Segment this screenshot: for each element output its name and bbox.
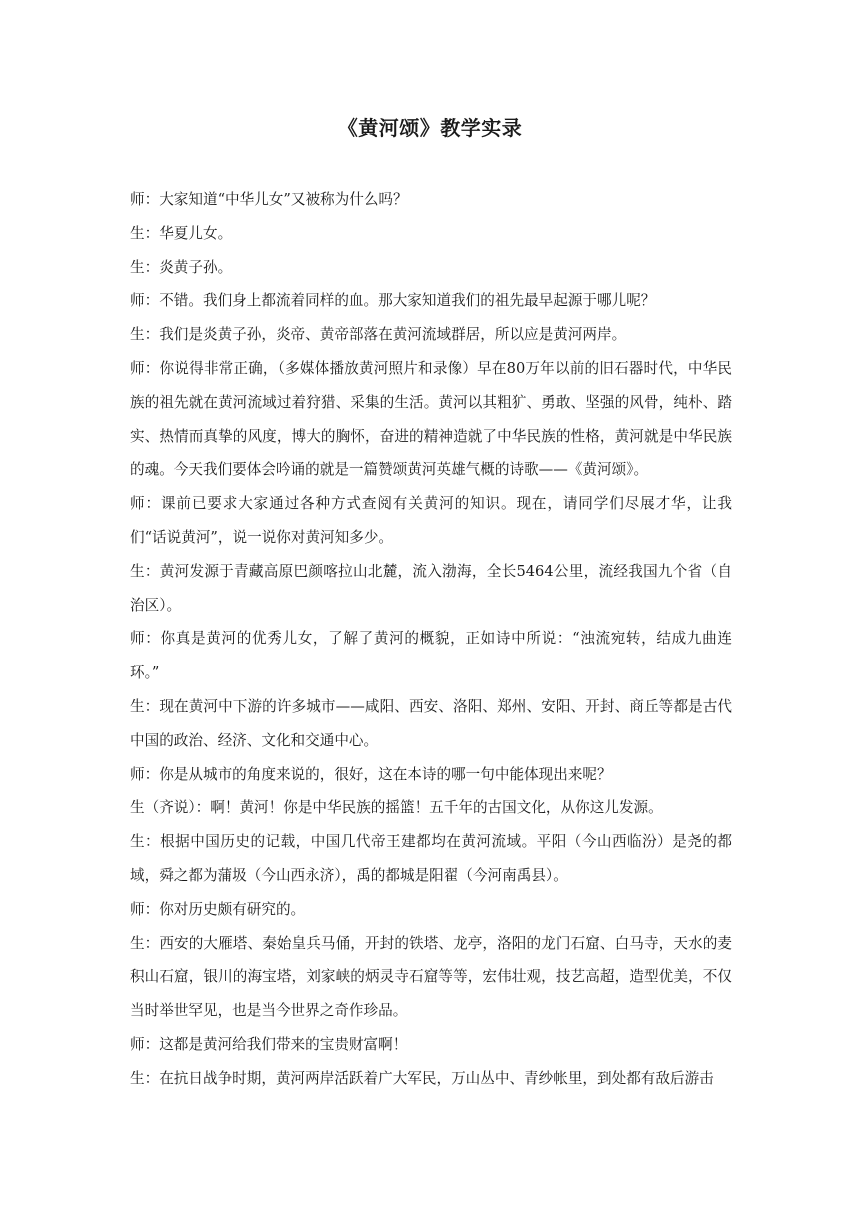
paragraph: 生：根据中国历史的记载，中国几代帝王建都均在黄河流域。平阳（今山西临汾）是尧的都域，舜之都为蒲圾（今山西永济），禹的都城是阳翟（今河南禹县）。: [130, 833, 732, 884]
document-body: [130, 183, 732, 1096]
paragraph: 师：不错。我们身上都流着同样的血。那大家知道我们的祖先最早起源于哪儿呢？: [130, 292, 656, 310]
paragraph: 生：炎黄子孙。: [130, 258, 233, 276]
paragraph: 生：西安的大雁塔、秦始皇兵马俑，开封的铁塔、龙亭，洛阳的龙门石窟、白马寺，天水的麦积山石窟，银川的海宝塔，刘家峡的炳灵寺石窟等等，宏伟壮观，技艺高超，造型优美，不仅当时举世罕见，也是当今世界之奇作珍品。: [130, 934, 732, 1020]
paragraph: 生：我们是炎黄子孙，炎帝、黄帝部落在黄河流域群居，所以应是黄河两岸。: [130, 326, 627, 344]
paragraph: 生：现在黄河中下游的许多城市——咸阳、西安、洛阳、郑州、安阳、开封、商丘等都是古代中国的政治、经济、文化和交通中心。: [130, 697, 732, 749]
paragraph: 生（齐说）：啊！黄河！你是中华民族的摇篮！五千年的古国文化，从你这儿发源。: [130, 799, 663, 817]
paragraph: 师：你对历史颇有研究的。: [130, 900, 306, 918]
paragraph: 师：这都是黄河给我们带来的宝贵财富啊！: [130, 1035, 408, 1053]
paragraph: 师：你说得非常正确，（多媒体播放黄河照片和录像）早在80万年以前的旧石器时代，中华民族的祖先就在黄河流域过着狩猎、采集的生活。黄河以其粗犷、勇敢、坚强的风骨，纯朴、踏实、热情而真挚的风度，博大的胸怀，奋进的精神造就了中华民族的性格，黄河就是中华民族的魂。今天我们要体会吟诵的就是一篇赞颂黄河英雄气概的诗歌——《黄河颂》。: [130, 359, 732, 479]
paragraph: 师：你真是黄河的优秀儿女，了解了黄河的概貌，正如诗中所说：“浊流宛转，结成九曲连环。”: [130, 630, 732, 682]
paragraph: 师：你是从城市的角度来说的，很好，这在本诗的哪一句中能体现出来呢？: [130, 765, 612, 783]
document-title: 《黄河颂》教学实录: [337, 116, 523, 140]
paragraph: 师：大家知道“中华儿女”又被称为什么吗？: [130, 191, 408, 208]
paragraph: 生：华夏儿女。: [130, 224, 233, 242]
paragraph: 生：黄河发源于青藏高原巴颜喀拉山北麓，流入渤海，全长5464公里，流经我国九个省（自治区）。: [130, 562, 732, 614]
paragraph: 师：课前已要求大家通过各种方式查阅有关黄河的知识。现在，请同学们尽展才华，让我们“话说黄河”，说一说你对黄河知多少。: [130, 495, 732, 546]
paragraph: 生：在抗日战争时期，黄河两岸活跃着广大军民，万山丛中、青纱帐里，到处都有敌后游击: [130, 1069, 714, 1087]
